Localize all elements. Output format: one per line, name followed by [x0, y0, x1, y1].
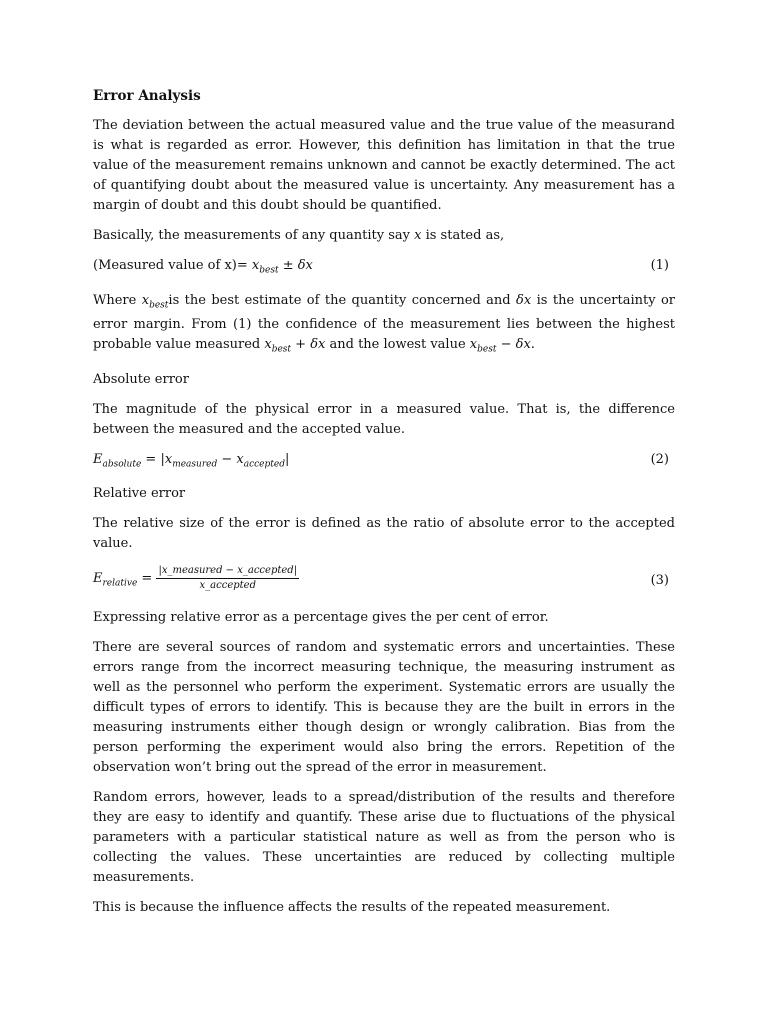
document-body	[93, 86, 675, 928]
equation-3-E: E	[93, 571, 103, 587]
percentage-paragraph: Expressing relative error as a percentage gives the per cent of error.	[93, 610, 549, 626]
equation-2-eq: = |	[141, 451, 165, 467]
closing-paragraph: This is because the influence affects the results of the repeated measurement.	[93, 900, 611, 916]
equation-2-measured: measured	[172, 459, 218, 470]
equation-2-x1: x	[164, 451, 173, 467]
statement-text: Basically, the measurements of any quantity say	[93, 228, 415, 243]
where-b: is the best estimate of the quantity concerned and	[168, 292, 517, 308]
absolute-error-paragraph: The magnitude of the physical error in a measured value. That is, the difference between the measured and the accepted value.	[93, 401, 675, 437]
where-x2: x	[264, 337, 272, 353]
equation-2-end: |	[284, 451, 290, 467]
equation-1	[93, 256, 675, 281]
equation-1-tail: ± δx	[278, 258, 313, 273]
where-h: .	[530, 337, 535, 353]
where-x1: x	[141, 292, 150, 308]
where-dx: δx	[516, 292, 532, 308]
where-f: and the lowest value	[325, 337, 470, 353]
equation-2-x2: x	[236, 451, 244, 467]
equation-3	[93, 564, 675, 598]
where-sub2: best	[271, 344, 292, 355]
equation-3-eq: =	[137, 571, 157, 587]
equation-3-fraction	[156, 564, 299, 593]
equation-2-number: (2)	[650, 451, 669, 467]
where-e: + δx	[291, 337, 326, 353]
statement-paragraph	[93, 226, 675, 246]
random-errors-paragraph: Random errors, however, leads to a spread/distribution of the results and therefore they are easy to identify and quantify. These arise due to fluctuations of the physical parameters with a particular statistical nature as well as from the person who is collecting the values. These uncertainties are reduced by collecting multiple measurements.	[93, 790, 675, 886]
equation-1-text: (Measured value of x)=	[93, 258, 252, 273]
equation-1-x: x	[251, 258, 260, 273]
document-title: Error Analysis	[93, 88, 201, 104]
where-g: − δx	[496, 337, 531, 353]
sources-paragraph: There are several sources of random and systematic errors and uncertainties. These errors range from the incorrect measuring technique, the measuring instrument as well as the personnel who perform the experiment. Systematic errors are usually the difficult types of errors to identify. This is because they are the built in errors in the measuring instruments either though design or wrongly calibration. Bias from the person performing the experiment would also bring the errors. Repetition of the observation won’t bring out the spread of the error in measurement.	[93, 640, 675, 776]
equation-2-minus: −	[217, 451, 237, 467]
where-sub3: best	[477, 344, 497, 355]
where-paragraph	[93, 291, 675, 360]
relative-error-paragraph: The relative size of the error is defined as the ratio of absolute error to the accepted value.	[93, 516, 675, 552]
equation-2-accepted: accepted	[243, 459, 285, 470]
intro-paragraph: The deviation between the actual measured value and the true value of the measurand is what is regarded as error. However, this definition has limitation in that the true value of the measurement remains unknown and cannot be exactly determined. The act of quantifying doubt about the measured value is uncertainty. Any measurement has a margin of doubt and this doubt should be quantified.	[93, 118, 675, 213]
equation-2-E: E	[93, 451, 103, 467]
equation-2	[93, 450, 675, 475]
where-x3: x	[469, 337, 478, 353]
equation-2-sub: absolute	[102, 459, 142, 470]
equation-3-numerator: |x_measured − x_accepted|	[156, 564, 299, 579]
where-a: Where	[93, 292, 142, 308]
where-d: is the uncertainty or error margin. From (1) the confidence of the measurement lies between the highest probable value measured	[93, 292, 676, 353]
statement-variable: x	[414, 228, 422, 243]
relative-error-heading: Relative error	[93, 486, 186, 502]
equation-1-number: (1)	[650, 258, 669, 273]
statement-tail: is stated as,	[421, 228, 505, 243]
equation-3-denominator: x_accepted	[199, 580, 256, 592]
where-sub1: best	[149, 300, 169, 311]
equation-1-sub: best	[259, 265, 279, 276]
equation-3-number: (3)	[650, 573, 669, 589]
equation-3-sub: relative	[102, 578, 138, 589]
absolute-error-heading: Absolute error	[93, 371, 189, 387]
